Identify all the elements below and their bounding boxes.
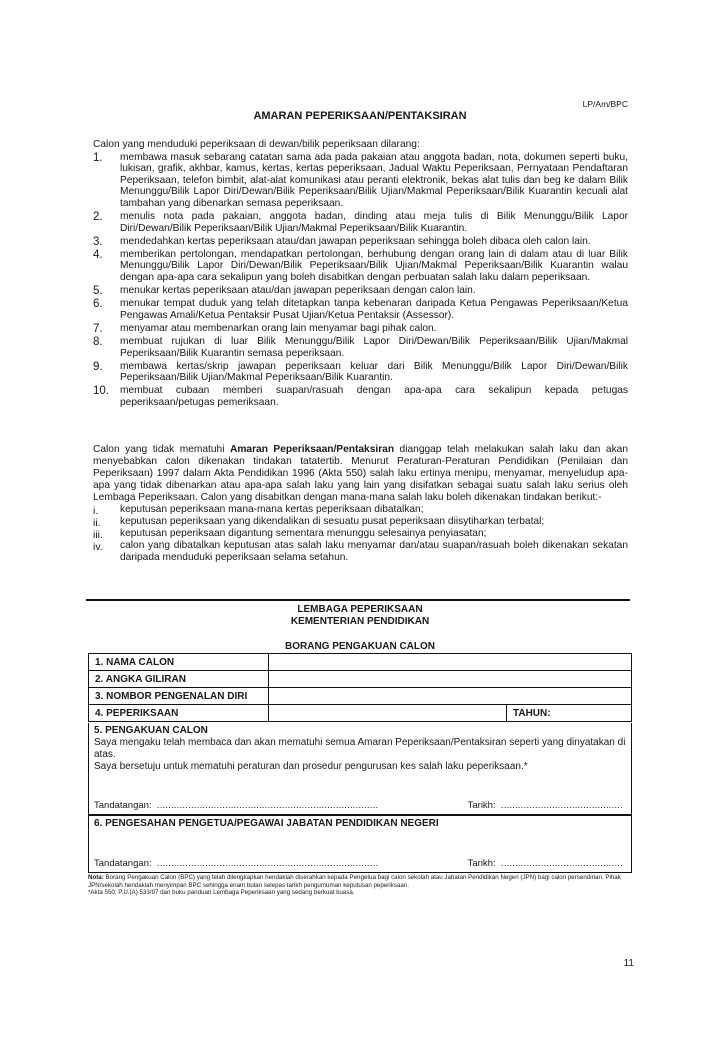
form-note — [88, 874, 633, 897]
rule-item — [93, 211, 628, 234]
rules-section — [93, 139, 628, 410]
note-body: Borang Pengakuan Calon (BPC) yang telah dilengkapkan hendaklah diserahkan kepada Pengetua bagi calon sekolah atau Jabatan Pendidikan Negeri (JPN) bagi calon persendirian. Pihak JPN/sekolah hendaklah menyimpan BPC sehingga enam bulan selepas tarikh pengumuman keputusan peperiksaan. — [88, 874, 621, 889]
penalty-text: calon yang dibatalkan keputusan atas salah laku menyamar dan/atau suapan/rasuah boleh dikenakan sekatan daripada menduduki peperiksaan selama setahun. — [120, 540, 628, 563]
signature-label: Tandatangan: — [94, 800, 152, 811]
rule-item — [93, 385, 628, 408]
rule-item — [93, 236, 628, 248]
rule-text: menulis nota pada pakaian, anggota badan, dinding atau meja tulis di Bilik Menunggu/Bilik Lapor Diri/Dewan/Bilik Peperiksaan/Bilik Ujian/Makmal Peperiksaan/Bilik Kuarantin. — [120, 211, 628, 234]
rule-number: 2. — [93, 211, 103, 224]
date-dots: ........................................... — [500, 800, 623, 811]
penalty-number: i. — [93, 505, 99, 517]
note-label: Nota: — [88, 874, 104, 881]
rule-number: 9. — [93, 360, 103, 373]
penalty-number: iii. — [93, 529, 103, 541]
signature-dots: .............................................................................. — [156, 858, 379, 869]
note-text — [88, 874, 633, 889]
officer-signature-field[interactable] — [94, 858, 378, 869]
consequence-section — [93, 444, 628, 564]
index-number-label: 2. ANGKA GILIRAN — [89, 671, 269, 688]
org-line-2: KEMENTERIAN PENDIDIKAN — [290, 615, 430, 627]
rule-number: 3. — [93, 235, 103, 248]
rule-number: 1. — [93, 151, 103, 164]
date-dots: ........................................... — [500, 858, 623, 869]
exam-field[interactable] — [269, 705, 507, 722]
org-line-1: LEMBAGA PEPERIKSAAN — [297, 604, 423, 615]
rule-number: 8. — [93, 336, 103, 348]
name-field[interactable] — [269, 654, 632, 671]
rule-item — [93, 336, 628, 359]
rule-text: menukar tempat duduk yang telah ditetapkan tanpa kebenaran daripada Ketua Pengawas Peperiksaan/Ketua Pengawas Amali/Ketua Pentaksir Pusat Ujian/Ketua Pentaksir (Assessor). — [120, 298, 628, 321]
officer-signature-row — [94, 858, 623, 869]
penalty-item — [93, 528, 628, 540]
consequence-paragraph — [93, 444, 628, 504]
form-title: BORANG PENGAKUAN CALON — [285, 641, 435, 652]
signature-label: Tandatangan: — [94, 858, 152, 869]
endorsement-heading: 6. PENGESAHAN PENGETUA/PEGAWAI JABATAN PENDIDIKAN NEGERI — [94, 818, 439, 829]
page-title: AMARAN PEPERIKSAAN/PENTAKSIRAN — [253, 110, 467, 122]
footnote: *Akta 550, P.U.(A) 533/97 dan buku panduan Lembaga Peperiksaan yang sedang berkuat kuasa. — [88, 889, 355, 897]
declaration-line-1: Saya mengaku telah membaca dan akan mematuhi semua Amaran Peperiksaan/Pentaksiran seperti yang dinyatakan di atas. — [94, 737, 626, 760]
rule-text: mendedahkan kertas peperiksaan atau/dan jawapan peperiksaan sehingga boleh dibaca oleh calon lain. — [120, 235, 591, 247]
rule-text: memberikan pertolongan, mendapatkan pertolongan, berhubung dengan orang lain di dalam atau di luar Bilik Menunggu/Bilik Lapor Diri/Dewan/Bilik Peperiksaan/Bilik Ujian/Makmal Peperiksaan/Bilik Kuarantin walau dengan apa-apa cara sekalipun yang boleh disabitkan dengan perbuatan salah laku dalam peperiksaan. — [120, 248, 628, 284]
rule-number: 6. — [93, 298, 103, 311]
declaration-body — [89, 736, 631, 773]
penalty-list — [93, 504, 628, 564]
year-label: TAHUN: — [513, 707, 551, 719]
consequence-rest: dianggap telah melakukan salah laku dan akan menyebabkan calon dikenakan tindakan tatatertib. Menurut Peraturan-Peraturan Pendidikan (Penilaian dan Peperiksaan) 1997 dalam Akta Pendidikan 1996 (Akta 550) salah laku ertinya menipu, menyamar, menyeludup apa-apa yang tidak dibenarkan atau apa-apa salah laku yang lain yang disifatkan sebagai suatu salah laku serius oleh Lembaga Peperiksaan. Calon yang disabitkan dengan mana-mana salah laku boleh dikenakan tindakan berikut:- — [93, 444, 628, 503]
rule-number: 5. — [93, 285, 103, 298]
page-number: 11 — [623, 958, 634, 969]
rules-intro: Calon yang menduduki peperiksaan di dewan/bilik peperiksaan dilarang: — [93, 139, 420, 150]
form-row-id — [89, 688, 632, 705]
rule-number: 4. — [93, 248, 103, 261]
rule-item — [93, 361, 628, 384]
penalty-number: ii. — [93, 517, 101, 529]
rule-text: membuat rujukan di luar Bilik Menunggu/Bilik Lapor Diri/Dewan/Bilik Peperiksaan/Bilik Ujian/Makmal Peperiksaan/Bilik Kuarantin semasa peperiksaan. — [120, 336, 628, 359]
penalty-item — [93, 504, 628, 516]
signature-dots: .............................................................................. — [156, 800, 379, 811]
penalty-text: keputusan peperiksaan yang dikendalikan di sesuatu pusat peperiksaan diisytiharkan terbatal; — [120, 516, 545, 527]
penalty-text: keputusan peperiksaan digantung sementara menunggu selesainya penyiasatan; — [120, 528, 487, 539]
rule-text: menyamar atau membenarkan orang lain menyamar bagi pihak calon. — [120, 322, 437, 334]
exam-label: 4. PEPERIKSAAN — [89, 705, 269, 722]
declaration-heading: 5. PENGAKUAN CALON — [94, 725, 208, 736]
rule-item — [93, 152, 628, 210]
name-label: 1. NAMA CALON — [89, 654, 269, 671]
rule-number: 10. — [93, 385, 109, 398]
candidate-date-field[interactable] — [468, 800, 623, 811]
declaration-box — [88, 723, 632, 815]
consequence-bold: Amaran Peperiksaan/Pentaksiran — [229, 444, 395, 455]
section-divider — [86, 599, 630, 601]
rule-item — [93, 285, 628, 297]
rule-text: membawa masuk sebarang catatan sama ada pada pakaian atau anggota badan, nota, dokumen seperti buku, lukisan, grafik, akhbar, kamus, kertas, kertas peperiksaan, Jadual Waktu Peperiksaan, Pernyataan Pendaftaran Peperiksaan, telefon bimbit, alat-alat komunikasi atau peranti elektronik, bekas alat tulis dan beg ke dalam Bilik Menunggu/Bilik Lapor Diri/Dewan/Bilik Peperiksaan/Bilik Ujian/Makmal Peperiksaan/Bilik Kuarantin kecuali alat tambahan yang dibenarkan semasa peperiksaan. — [120, 151, 628, 209]
penalty-item — [93, 516, 628, 528]
declaration-line-2: Saya bersetuju untuk mematuhi peraturan dan prosedur pengurusan kes salah laku peperiksaan.* — [94, 761, 528, 772]
consequence-lead: Calon yang tidak mematuhi — [93, 444, 230, 455]
candidate-signature-row — [94, 800, 623, 811]
date-label: Tarikh: — [467, 800, 496, 811]
penalty-item — [93, 540, 628, 564]
candidate-form-table — [88, 653, 632, 722]
candidate-signature-field[interactable] — [94, 800, 378, 811]
form-row-index — [89, 671, 632, 688]
officer-date-field[interactable] — [468, 858, 623, 869]
date-label: Tarikh: — [467, 858, 496, 869]
rule-item — [93, 298, 628, 321]
id-number-field[interactable] — [269, 688, 632, 705]
form-row-name — [89, 654, 632, 671]
rule-text: membuat cubaan memberi suapan/rasuah dengan apa-apa cara sekalipun kepada petugas peperiksaan/petugas pemeriksaan. — [120, 385, 628, 408]
endorsement-box — [88, 815, 632, 873]
document-code: LP/Am/BPC — [582, 99, 628, 109]
penalty-number: iv. — [93, 541, 103, 553]
index-number-field[interactable] — [269, 671, 632, 688]
penalty-text: keputusan peperiksaan mana-mana kertas peperiksaan dibatalkan; — [120, 504, 424, 515]
rules-list — [93, 152, 628, 409]
organization-heading — [0, 604, 720, 627]
id-number-label: 3. NOMBOR PENGENALAN DIRI — [89, 688, 269, 705]
rule-text: membawa kertas/skrip jawapan peperiksaan keluar dari Bilik Menunggu/Bilik Lapor Diri/Dewan/Bilik Peperiksaan/Bilik Ujian/Makmal Peperiksaan/Bilik Kuarantin. — [120, 360, 628, 384]
rule-text: menukar kertas peperiksaan atau/dan jawapan peperiksaan dengan calon lain. — [120, 285, 476, 297]
rule-item — [93, 323, 628, 335]
form-row-exam — [89, 705, 632, 722]
rule-number: 7. — [93, 322, 103, 335]
year-field[interactable] — [507, 705, 632, 722]
rule-item — [93, 249, 628, 284]
